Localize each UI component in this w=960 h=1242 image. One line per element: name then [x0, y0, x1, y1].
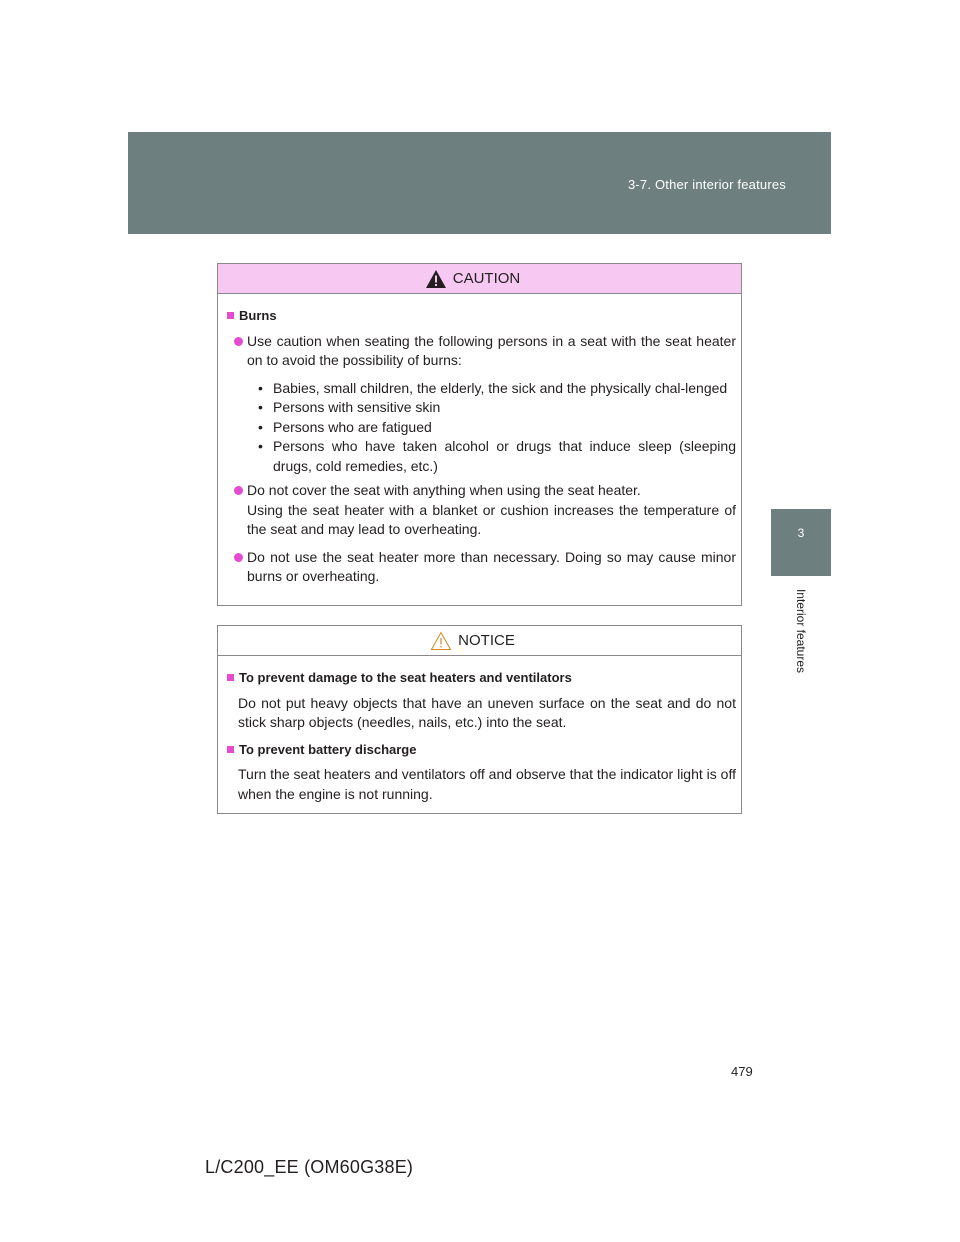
caution-subitem-text: Babies, small children, the elderly, the sick and the physically chal-lenged	[273, 379, 728, 396]
notice-section-heading	[227, 740, 736, 760]
caution-sublist	[258, 379, 736, 477]
section-title: 3-7. Other interior features	[627, 177, 786, 192]
caution-item	[227, 332, 736, 371]
caution-body	[218, 294, 741, 587]
notice-title: NOTICE	[458, 632, 515, 649]
warning-triangle-outline-icon	[430, 631, 452, 651]
caution-subitem: • Persons who have taken alcohol or drugs that induce sleep (sleeping drugs, cold remedies, etc.)	[258, 438, 736, 474]
chapter-label: Interior features	[794, 588, 808, 674]
notice-section-heading	[227, 668, 736, 688]
caution-subitem: • Babies, small children, the elderly, the sick and the physically chal-lenged	[258, 379, 728, 396]
notice-body	[218, 656, 741, 804]
caution-subitem: • Persons with sensitive skin	[258, 399, 441, 415]
caution-subitem-text: Persons with sensitive skin	[273, 399, 441, 415]
notice-heading-text: To prevent damage to the seat heaters and ventilators	[239, 670, 572, 685]
caution-box	[217, 263, 742, 606]
notice-heading-text: To prevent battery discharge	[239, 741, 417, 757]
caution-item-text: Do not cover the seat with anything when using the seat heater.	[247, 482, 641, 498]
caution-item-text: Using the seat heater with a blanket or cushion increases the temperature of the seat and may lead to overheating.	[247, 501, 736, 537]
notice-text: Do not put heavy objects that have an uneven surface on the seat and do not stick sharp objects (needles, nails, etc.) into the seat.	[238, 694, 736, 730]
chapter-tab	[771, 509, 831, 576]
notice-text: Turn the seat heaters and ventilators off and observe that the indicator light is off when the engine is not running.	[238, 766, 736, 802]
caution-section-heading	[227, 306, 736, 326]
caution-title: CAUTION	[452, 270, 521, 287]
square-bullet-icon	[227, 674, 234, 681]
round-bullet-icon	[234, 486, 243, 495]
square-bullet-icon	[227, 312, 234, 319]
chapter-number: 3	[797, 526, 805, 540]
caution-subitem-text: Persons who are fatigued	[273, 418, 432, 435]
caution-header	[218, 264, 741, 294]
caution-heading-text: Burns	[239, 308, 277, 323]
notice-header	[218, 626, 741, 656]
caution-subitem: • Persons who are fatigued	[258, 418, 432, 435]
header-band	[128, 132, 831, 234]
caution-item	[227, 548, 736, 587]
caution-item-text: Do not use the seat heater more than necessary. Doing so may cause minor burns or overheating.	[247, 548, 736, 584]
round-bullet-icon	[234, 337, 243, 346]
page-number: 479	[731, 1064, 753, 1079]
caution-item-text: Use caution when seating the following persons in a seat with the seat heater on to avoid the possibility of burns:	[247, 332, 736, 368]
square-bullet-icon	[227, 746, 234, 753]
document-code: L/C200_EE (OM60G38E)	[205, 1157, 414, 1177]
notice-box	[217, 625, 742, 814]
warning-triangle-filled-icon	[425, 269, 447, 289]
caution-item	[227, 481, 736, 540]
round-bullet-icon	[234, 553, 243, 562]
caution-subitem-text: Persons who have taken alcohol or drugs that induce sleep (sleeping drugs, cold remedies, etc.)	[273, 438, 736, 474]
